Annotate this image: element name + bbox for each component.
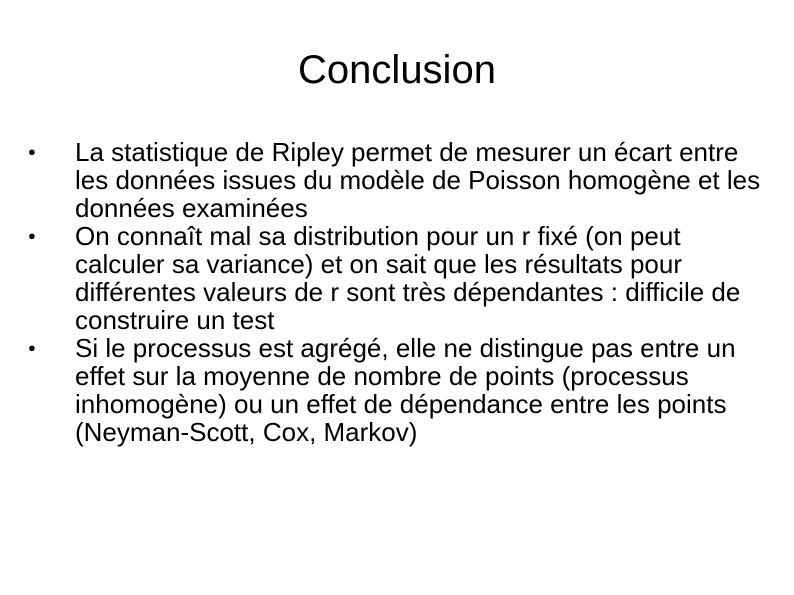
slide-title: Conclusion bbox=[298, 48, 496, 92]
bullet-point-icon: ● bbox=[28, 228, 36, 243]
bullet-item bbox=[28, 222, 768, 334]
bullet-item bbox=[28, 334, 768, 446]
bullet-point-icon: ● bbox=[28, 144, 36, 159]
bullet-text: Si le processus est agrégé, elle ne distingue pas entre un effet sur la moyenne de nombre de points (processus inhomogène) ou un effet de dépendance entre les points (Neyman-Scott, Cox, Markov) bbox=[75, 333, 736, 447]
bullet-item bbox=[28, 138, 768, 222]
bullet-text: La statistique de Ripley permet de mesurer un écart entre les données issues du modèle de Poisson homogène et les données examinées bbox=[75, 137, 761, 223]
bullet-point-icon: ● bbox=[28, 340, 36, 355]
bullet-text: On connaît mal sa distribution pour un r fixé (on peut calculer sa variance) et on sait que les résultats pour différentes valeurs de r sont très dépendantes : difficile de construire un test bbox=[75, 221, 741, 335]
bullet-list bbox=[28, 138, 768, 446]
